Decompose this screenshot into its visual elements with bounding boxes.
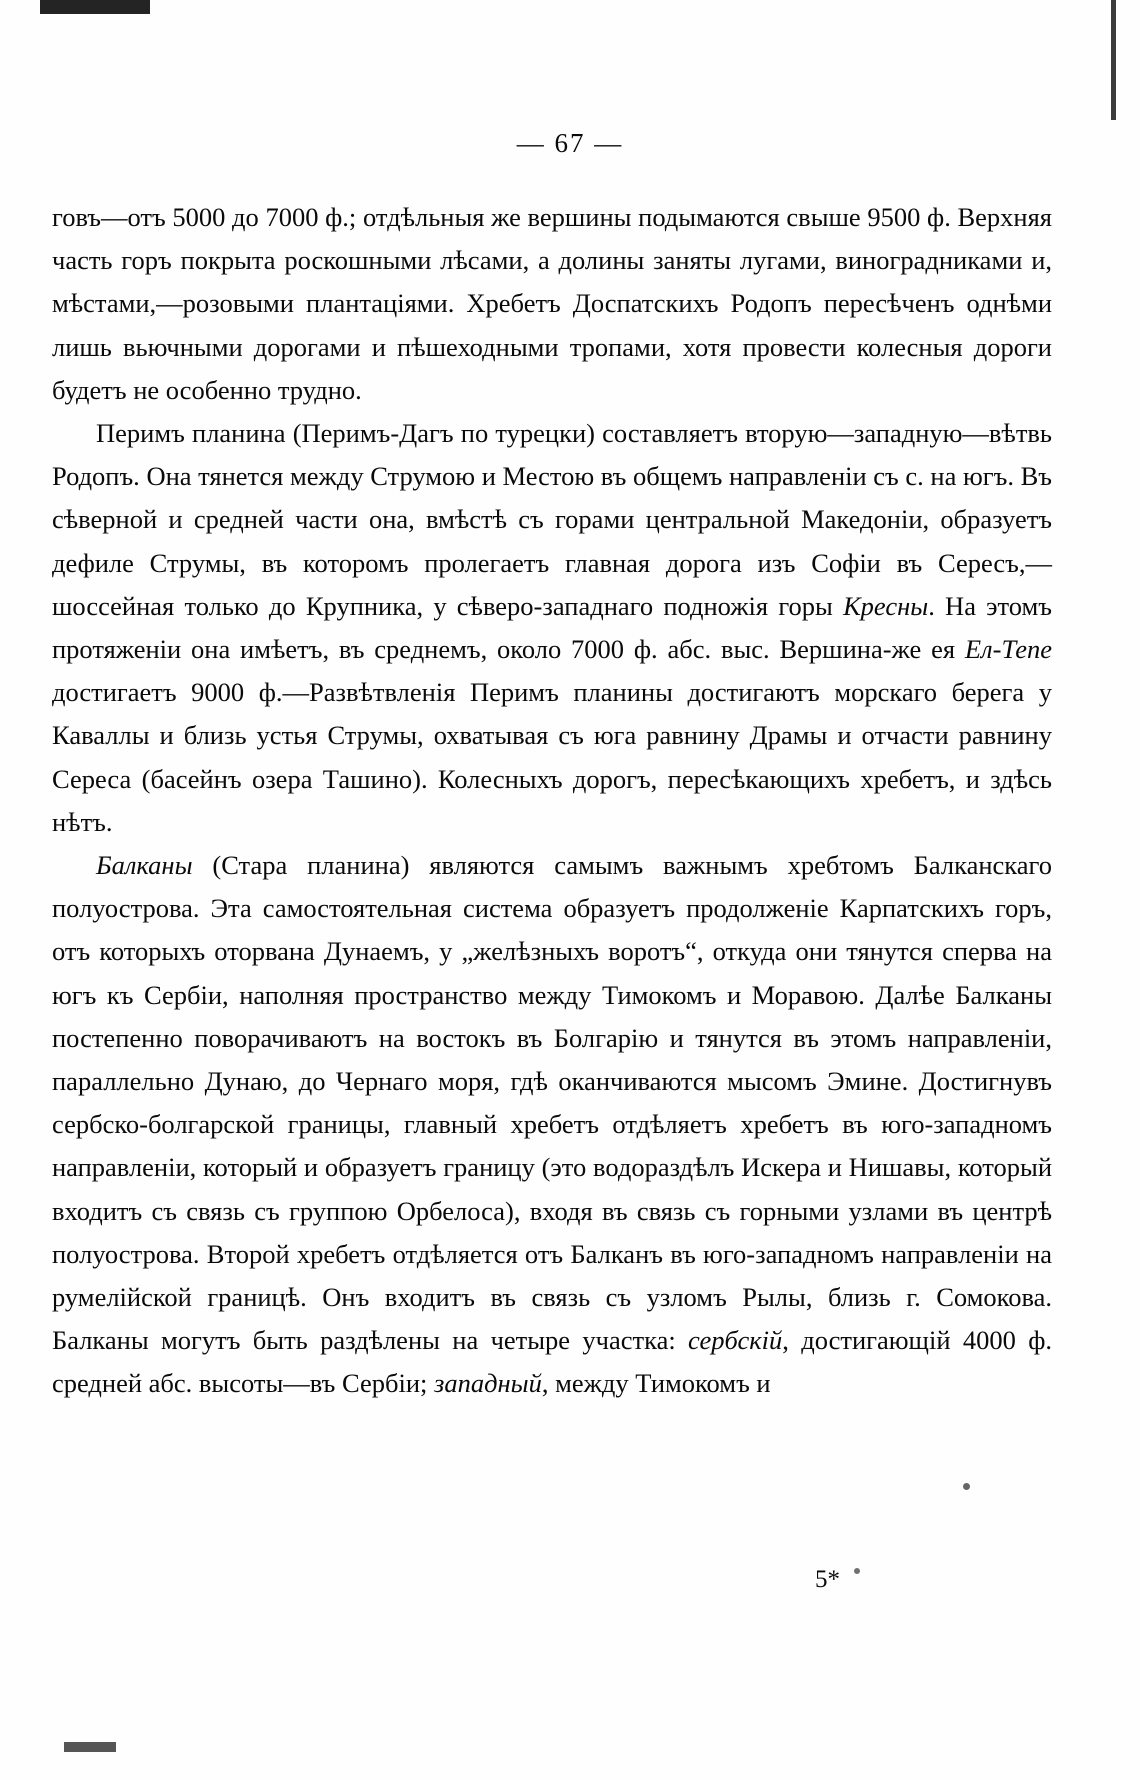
text-run: Перимъ планина (Перимъ-Дагъ по турецки) составляетъ вторую—западную—вѣтвь Родопъ. Она тянется между Струмою и Местою въ общемъ направленіи съ с. на югъ. Въ сѣверной и средней части она, вмѣстѣ съ горами центральной Македоніи, образуетъ дефиле Струмы, въ которомъ пролегаетъ главная дорога изъ Софіи въ Сересъ,—шоссейная только до Крупника, у сѣверо-западнаго подножія горы [52, 418, 1052, 621]
paragraph-continuation: говъ—отъ 5000 до 7000 ф.; отдѣльныя же вершины подымаются свыше 9500 ф. Верхняя часть горъ покрыта роскошными лѣсами, а долины заняты лугами, виноградниками и, мѣстами,—розовыми плантаціями. Хребетъ Доспатскихъ Родопъ пересѣченъ однѣми лишь вьючными дорогами и пѣшеходными тропами, хотя провести колесныя дороги будетъ не особенно трудно. [52, 202, 1052, 405]
text-run: (Стара планина) являются самымъ важнымъ хребтомъ Балканскаго полуострова. Эта самостоятельная система образуетъ продолженіе Карпатскихъ горъ, отъ которыхъ оторвана Дунаемъ, у „желѣзныхъ воротъ“, откуда они тянутся сперва на югъ къ Сербіи, наполняя пространство между Тимокомъ и Моравою. Далѣе Балканы постепенно поворачиваютъ на востокъ въ Болгарію и тянутся въ этомъ направленіи, параллельно Дунаю, до Чернаго моря, гдѣ оканчиваются мысомъ Эмине. Достигнувъ сербско-болгарской границы, главный хребетъ отдѣляетъ хребетъ въ юго-западномъ направленіи, который и образуетъ границу (это водораздѣлъ Искера и Нишавы, который входитъ съ связь съ группою Орбелоса), входя въ связь съ горными узлами въ центрѣ полуострова. Второй хребетъ отдѣляется отъ Балканъ въ юго-западномъ направленіи на румелійской границѣ. Онъ входитъ въ связь съ узломъ Рылы, близь г. Сомокова. Балканы могутъ быть раздѣлены на четыре участка: [52, 850, 1052, 1356]
paragraph-balkany [52, 844, 1052, 1406]
emphasized-term: Кресны [843, 590, 929, 621]
text-run: , достигающій 4000 ф. средней абс. высоты—въ Сербіи; [52, 1325, 1053, 1399]
emphasized-term: Балканы [96, 850, 193, 881]
scan-speck-a [963, 1483, 970, 1490]
emphasized-term: сербскій [688, 1325, 783, 1356]
emphasized-term: Ел-Тепе [964, 634, 1052, 665]
scan-speck-b [854, 1568, 860, 1574]
emphasized-term: западный [434, 1368, 542, 1399]
text-run: , между Тимокомъ и [541, 1368, 771, 1399]
text-run: . На этомъ протяженіи она имѣетъ, въ среднемъ, около 7000 ф. абс. выс. Вершина-же ея [52, 590, 1052, 665]
scan-artifact-top-left [40, 0, 150, 14]
text-run: достигаетъ 9000 ф.—Развѣтвленія Перимъ планины достигаютъ морскаго берега у Каваллы и близь устья Струмы, охватывая съ юга равнину Драмы и отчасти равнину Сереса (басейнъ озера Ташино). Колесныхъ дорогъ, пересѣкающихъ хребетъ, и здѣсь нѣтъ. [52, 677, 1052, 837]
paragraph-perim-planina [52, 412, 1052, 844]
scan-artifact-right-edge [1111, 0, 1116, 120]
scan-artifact-bottom-left [64, 1742, 116, 1752]
signature-mark: 5* [815, 1566, 840, 1593]
page-number: — 67 — [516, 128, 624, 158]
page-text-body [52, 196, 1052, 1406]
